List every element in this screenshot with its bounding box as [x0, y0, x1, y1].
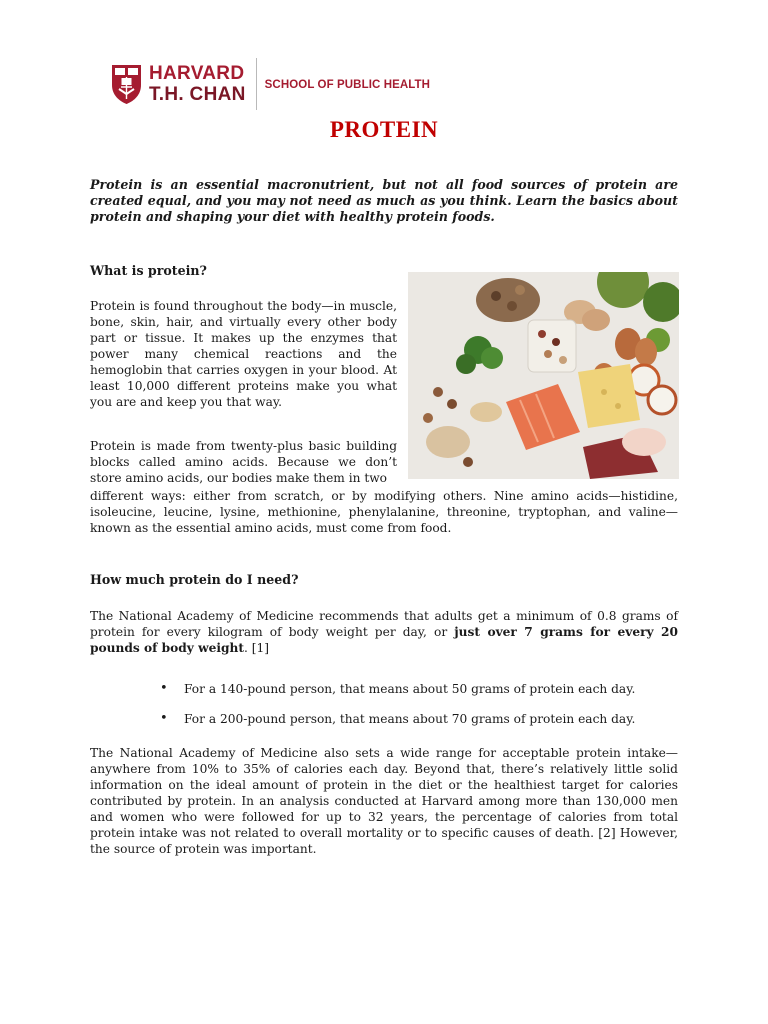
recommendation-citation: . [1]	[244, 641, 270, 655]
intro-paragraph: Protein is an essential macronutrient, but not all food sources of protein are created equal, and you may not need as much as you think. Learn the basics about protein and shaping your diet with healthy protein foods.	[90, 177, 678, 224]
amino-acids-paragraph-start: Protein is made from twenty-plus basic building blocks called amino acids. Because we don’t store amino acids, our bodies make them in two	[90, 439, 397, 485]
logo-divider	[256, 58, 257, 110]
list-item: • For a 200-pound person, that means about 70 grams of protein each day.	[160, 711, 635, 727]
protein-foods-image	[408, 272, 679, 479]
protein-examples-list	[160, 681, 635, 741]
recommendation-emphasis: just over 7 grams for every 20 pounds of body weight	[90, 625, 679, 655]
protein-body-paragraph: Protein is found throughout the body—in muscle, bone, skin, hair, and virtually every other body part or tissue. It makes up the enzymes that power many chemical reactions and the hemoglobin that carries oxygen in your blood. At least 10,000 different proteins make you what you are and keep you that way.	[90, 299, 397, 409]
list-item: • For a 140-pound person, that means about 50 grams of protein each day.	[160, 681, 635, 697]
recommendation-text: The National Academy of Medicine recommends that adults get a minimum of 0.8 grams of protein for every kilogram of body weight per day, or	[90, 609, 678, 639]
what-is-protein-heading: What is protein?	[90, 263, 207, 278]
intake-range-paragraph: The National Academy of Medicine also sets a wide range for acceptable protein intake—anywhere from 10% to 35% of calories each day. Beyond that, there’s relatively little solid information on the ideal amount of protein in the diet or the healthiest target for calories contributed by protein. In an analysis conducted at Harvard among more than 130,000 men and women who were followed for up to 32 years, the percentage of calories from total protein intake was not related to overall mortality or to specific causes of death. [2] However, the source of protein was important.	[90, 746, 678, 856]
recommendation-paragraph	[90, 608, 678, 656]
school-name: SCHOOL OF PUBLIC HEALTH	[264, 79, 431, 91]
logo-harvard-text: HARVARD	[149, 63, 245, 84]
harvard-shield-icon	[110, 63, 143, 105]
page-title: PROTEIN	[329, 117, 439, 142]
harvard-chan-logo	[110, 58, 430, 110]
how-much-protein-heading: How much protein do I need?	[90, 572, 299, 587]
logo-chan-text: T.H. CHAN	[149, 84, 246, 105]
amino-acids-paragraph-end: different ways: either from scratch, or by modifying others. Nine amino acids—histidine, isoleucine, leucine, lysine, methionine, phenylalanine, threonine, tryptophan, and valine—known as the essential amino acids, must come from food.	[90, 489, 678, 535]
